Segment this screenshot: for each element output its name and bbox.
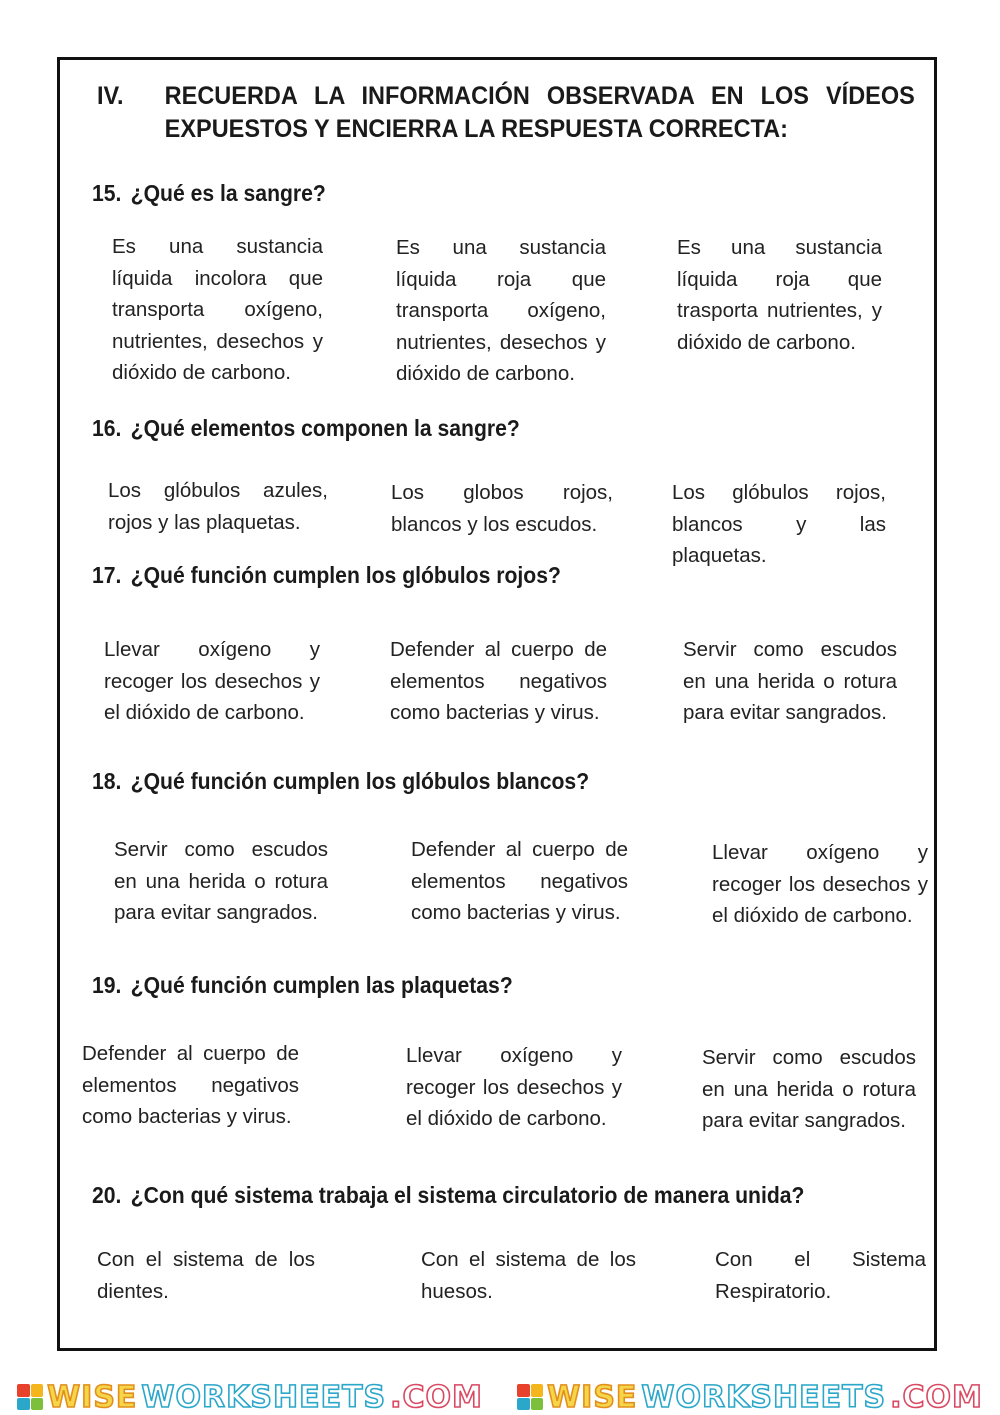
wiseworksheets-logo-icon: [17, 1384, 43, 1410]
question-18: [92, 768, 589, 795]
q20-option-c[interactable]: Con el Sistema Respiratorio.: [715, 1248, 926, 1303]
q17-option-b[interactable]: Defender al cuerpo de elementos negativos como bacterias y virus.: [390, 638, 607, 724]
q20-option-b[interactable]: Con el sistema de los huesos.: [421, 1248, 636, 1303]
question-number: 18.: [92, 768, 122, 794]
q15-option-b[interactable]: Es una sustancia líquida roja que transporta oxígeno, nutrientes, desechos y dióxido de carbono.: [396, 236, 606, 385]
q18-option-c[interactable]: Llevar oxígeno y recoger los desechos y el dióxido de carbono.: [712, 841, 928, 927]
question-19: [92, 972, 513, 999]
question-15: [92, 180, 326, 207]
q15-option-c[interactable]: Es una sustancia líquida roja que trasporta nutrientes, y dióxido de carbono.: [677, 236, 882, 354]
wiseworksheets-logo-icon: [517, 1384, 543, 1410]
question-number: 17.: [92, 562, 122, 588]
q19-option-a[interactable]: Defender al cuerpo de elementos negativos como bacterias y virus.: [82, 1042, 299, 1128]
section-instructions: RECUERDA LA INFORMACIÓN OBSERVADA EN LOS VÍDEOS EXPUESTOS Y ENCIERRA LA RESPUESTA CORRECTA:: [164, 82, 915, 143]
brand-logo: WISE WORKSHEETS .COM: [517, 1380, 983, 1415]
q16-option-c[interactable]: Los glóbulos rojos, blancos y las plaquetas.: [672, 481, 886, 567]
question-number: 20.: [92, 1182, 122, 1208]
q19-option-b[interactable]: Llevar oxígeno y recoger los desechos y el dióxido de carbono.: [406, 1044, 622, 1130]
question-number: 16.: [92, 415, 122, 441]
q18-option-b[interactable]: Defender al cuerpo de elementos negativos como bacterias y virus.: [411, 838, 628, 924]
q17-option-a[interactable]: Llevar oxígeno y recoger los desechos y el dióxido de carbono.: [104, 638, 320, 724]
q20-option-a[interactable]: Con el sistema de los dientes.: [97, 1248, 315, 1303]
footer-watermark: [0, 1380, 1000, 1414]
q17-option-c[interactable]: Servir como escudos en una herida o rotura para evitar sangrados.: [683, 638, 897, 724]
question-text: ¿Qué elementos componen la sangre?: [130, 415, 520, 441]
question-text: ¿Con qué sistema trabaja el sistema circulatorio de manera unida?: [130, 1182, 805, 1208]
question-number: 15.: [92, 180, 122, 206]
q16-option-b[interactable]: Los globos rojos, blancos y los escudos.: [391, 481, 613, 536]
q16-option-a[interactable]: Los glóbulos azules, rojos y las plaquetas.: [108, 479, 328, 534]
q19-option-c[interactable]: Servir como escudos en una herida o rotura para evitar sangrados.: [702, 1046, 916, 1132]
question-20: [92, 1182, 804, 1209]
question-16: [92, 415, 520, 442]
section-number: IV.: [97, 82, 124, 110]
q18-option-a[interactable]: Servir como escudos en una herida o rotura para evitar sangrados.: [114, 838, 328, 924]
question-text: ¿Qué función cumplen las plaquetas?: [130, 972, 513, 998]
question-number: 19.: [92, 972, 122, 998]
q15-option-a[interactable]: Es una sustancia líquida incolora que transporta oxígeno, nutrientes, desechos y dióxido de carbono.: [112, 235, 323, 384]
brand-logo: WISE WORKSHEETS .COM: [17, 1380, 483, 1415]
question-17: [92, 562, 561, 589]
question-text: ¿Qué función cumplen los glóbulos blancos?: [130, 768, 590, 794]
question-text: ¿Qué es la sangre?: [130, 180, 326, 206]
question-text: ¿Qué función cumplen los glóbulos rojos?: [130, 562, 561, 588]
